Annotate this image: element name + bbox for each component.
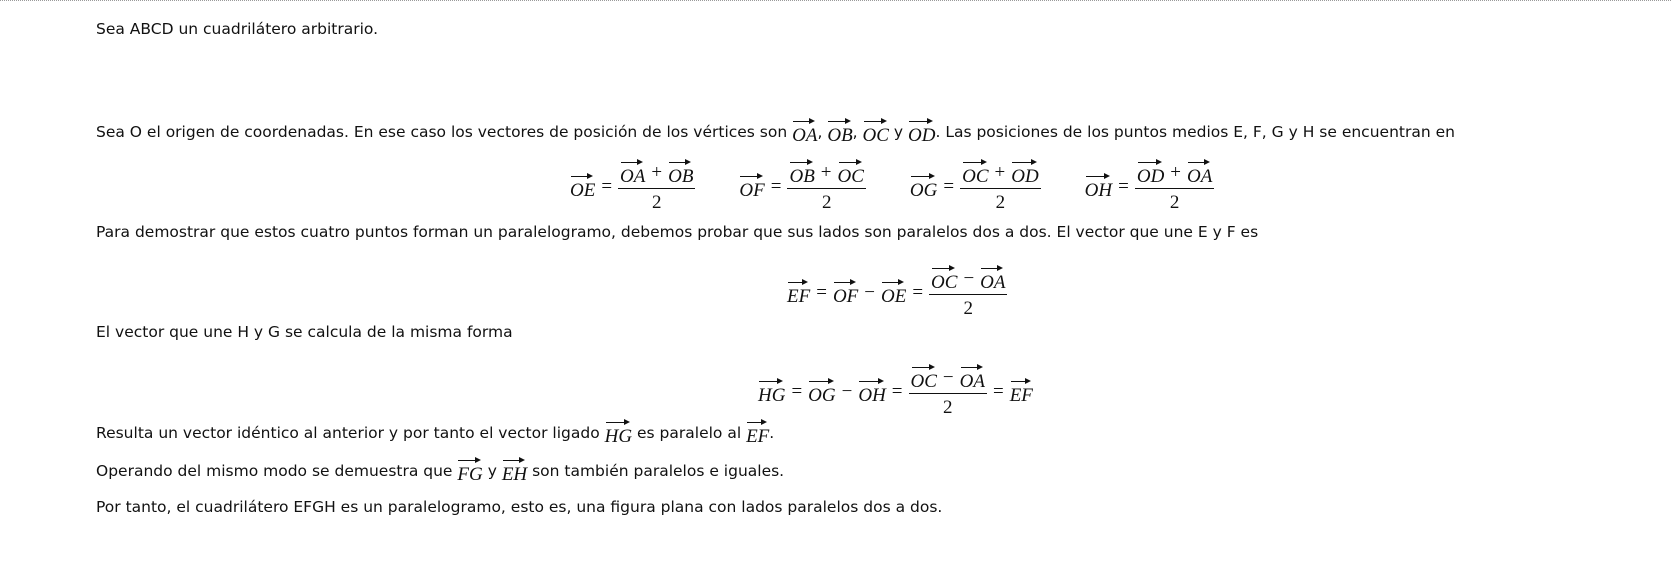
conjunction: y [487,462,497,480]
vector-OC: OC [911,365,937,391]
vector-OA: OA [960,365,985,391]
vector-OD: OD [1137,160,1164,186]
sentence-text: Sea O el origen de coordenadas. En ese caso los vectores de posición de los vértices son [96,123,788,141]
minus-sign: − [942,367,954,388]
denominator: 2 [821,192,832,213]
fraction-OH [1135,160,1215,214]
fraction-OE [618,160,695,214]
vector-OG: OG [808,379,835,405]
plus-sign: + [820,162,832,183]
equals-sign: = [770,176,782,197]
plus-sign: + [994,162,1006,183]
vector-OE: OE [881,280,906,306]
denominator: 2 [1169,192,1180,213]
vector-OH: OH [858,379,885,405]
vector-EF: EF [787,280,810,306]
same-method-sentence [96,458,784,484]
vector-OA: OA [620,160,645,186]
denominator: 2 [651,192,662,213]
vector-OF: OF [833,280,858,306]
equation-HG [758,365,1033,419]
top-dotted-rule [0,0,1671,1]
vector-OB: OB [827,119,852,145]
parallelogram-proof-sentence: Para demostrar que estos cuatro puntos forman un paralelogramo, debemos probar que sus lados son paralelos dos a dos. El vector que une E y F es [96,223,1259,241]
equals-sign: = [943,176,955,197]
intro-sentence: Sea ABCD un cuadrilátero arbitrario. [96,20,379,38]
vector-EF: EF [1010,379,1033,405]
vector-EF: EF [746,420,769,446]
period: . [769,424,775,442]
vector-HG-intro: El vector que une H y G se calcula de la misma forma [96,323,513,341]
fraction-HG [909,365,987,419]
equals-sign: = [601,176,613,197]
minus-sign: − [864,282,875,303]
vector-OC: OC [931,266,957,292]
denominator: 2 [995,192,1006,213]
fraction-EF [929,266,1007,320]
fraction-OG [960,160,1041,214]
plus-sign: + [651,162,663,183]
conjunction: y [893,123,904,141]
vector-OA: OA [1187,160,1212,186]
vector-OB: OB [668,160,693,186]
sentence-text: Operando del mismo modo se demuestra que [96,462,453,480]
sentence-text: son también paralelos e iguales. [532,462,785,480]
equals-sign: = [891,381,903,402]
denominator: 2 [963,298,973,319]
sentence-text: . Las posiciones de los puntos medios E, F, G y H se encuentran en [935,123,1455,141]
denominator: 2 [942,397,953,418]
equals-sign: = [816,282,827,303]
equals-sign: = [912,282,924,303]
equals-sign: = [791,381,803,402]
vector-OH: OH [1085,174,1112,200]
vector-OF: OF [739,174,764,200]
midpoint-equations [570,160,1214,214]
vector-EH: EH [502,458,527,484]
fraction-OF [787,160,865,214]
equation-EF [787,266,1007,320]
vector-OD: OD [1011,160,1038,186]
vector-FG: FG [457,458,482,484]
vector-OC: OC [863,119,889,145]
sentence-text: es paralelo al [637,424,742,442]
sentence-text: Resulta un vector idéntico al anterior y por tanto el vector ligado [96,424,600,442]
comma: , [852,123,858,141]
vector-OC: OC [838,160,864,186]
vector-OE: OE [570,174,595,200]
minus-sign: − [963,268,975,289]
vector-HG: HG [605,420,632,446]
vector-OA: OA [792,119,817,145]
minus-sign: − [841,381,853,402]
vector-HG: HG [758,379,785,405]
plus-sign: + [1170,162,1182,183]
vector-OG: OG [910,174,937,200]
identical-vector-sentence [96,420,774,446]
vector-OB: OB [789,160,814,186]
equals-sign: = [992,381,1004,402]
vector-OC: OC [962,160,988,186]
vector-OD: OD [908,119,935,145]
vector-OA: OA [980,266,1005,292]
equals-sign: = [1118,176,1129,197]
conclusion-sentence: Por tanto, el cuadrilátero EFGH es un paralelogramo, esto es, una figura plana con lados paralelos dos a dos. [96,498,943,516]
position-vectors-sentence [96,119,1455,145]
comma: , [817,123,823,141]
